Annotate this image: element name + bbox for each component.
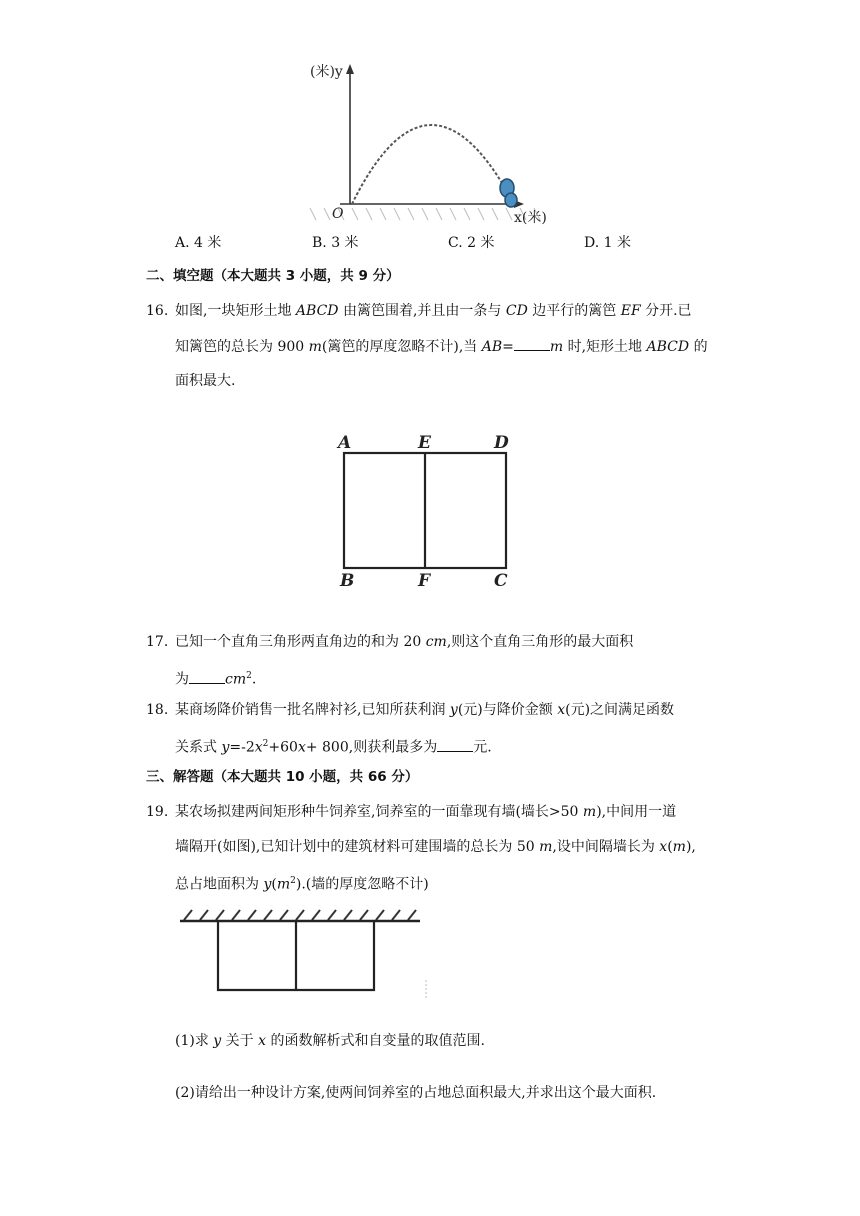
trajectory-curve: [352, 125, 514, 204]
section-3-title: 三、解答题（本大题共 10 小题，共 66 分）: [146, 769, 419, 785]
q15-option-a: A. 4 米: [175, 235, 222, 251]
q18-answer-blank[interactable]: [437, 737, 473, 752]
label-c: C: [494, 571, 508, 590]
q16-line-3: 面积最大.: [175, 373, 236, 389]
q17-line-2: 为 $cm^2$.: [175, 666, 256, 690]
q16-rectangle-figure: [330, 428, 520, 590]
q15-option-b: B. 3 米: [312, 235, 359, 251]
label-a: A: [338, 433, 352, 453]
q18-number: 18.: [146, 702, 169, 718]
q17-answer-blank[interactable]: [189, 669, 225, 684]
q18-line-2: 关系式 $y=-2x^2+60x+ 800$,则获利最多为 元.: [175, 734, 492, 758]
q16-line-2: 知篱笆的总长为 900 m(篱笆的厚度忽略不计),当 AB= m 时,矩形土地 ABCD 的: [175, 336, 708, 357]
q17-number: 17.: [146, 634, 169, 650]
section-2-title: 二、填空题（本大题共 3 小题，共 9 分）: [146, 268, 400, 284]
label-f: F: [418, 571, 431, 590]
q19-line-1: 某农场拟建两间矩形种牛饲养室,饲养室的一面靠现有墙(墙长>50 m),中间用一道: [175, 804, 677, 820]
origin-label: O: [332, 206, 344, 222]
wall-hatch: [184, 910, 416, 920]
q15-option-c: C. 2 米: [448, 235, 495, 251]
q17-line-1: 已知一个直角三角形两直角边的和为 20 cm,则这个直角三角形的最大面积: [175, 634, 634, 650]
label-d: D: [494, 433, 509, 453]
y-axis-label: (米)y: [310, 64, 343, 80]
label-b: B: [340, 571, 355, 590]
q19-enclosure-figure: [176, 904, 436, 1004]
q19-line-2: 墙隔开(如图),已知计划中的建筑材料可建围墙的总长为 50 m,设中间隔墙长为 x(m),: [175, 839, 696, 855]
q19-sub-1: (1)求 y 关于 x 的函数解析式和自变量的取值范围.: [175, 1033, 485, 1049]
q19-line-3: 总占地面积为 $y(m^2)$.(墙的厚度忽略不计): [175, 876, 429, 893]
ground-hatch: [310, 208, 540, 220]
label-e: E: [418, 433, 431, 453]
x-axis-label: x(米): [514, 210, 547, 226]
q16-number: 16.: [146, 303, 169, 319]
y-axis-arrow: [346, 64, 354, 74]
q19-number: 19.: [146, 804, 169, 820]
q18-line-1: 某商场降价销售一批名牌衬衫,已知所获利润 y(元)与降价金额 x(元)之间满足函数: [175, 702, 675, 718]
q16-line-1: 如图,一块矩形土地 ABCD 由篱笆围着,并且由一条与 CD 边平行的篱笆 EF 分开.已: [175, 303, 692, 319]
ball-icon: [505, 193, 517, 207]
q15-trajectory-figure: [300, 58, 560, 230]
q16-answer-blank[interactable]: [514, 336, 550, 351]
q15-option-d: D. 1 米: [584, 235, 631, 251]
q19-sub-2: (2)请给出一种设计方案,使两间饲养室的占地总面积最大,并求出这个最大面积.: [175, 1085, 657, 1101]
